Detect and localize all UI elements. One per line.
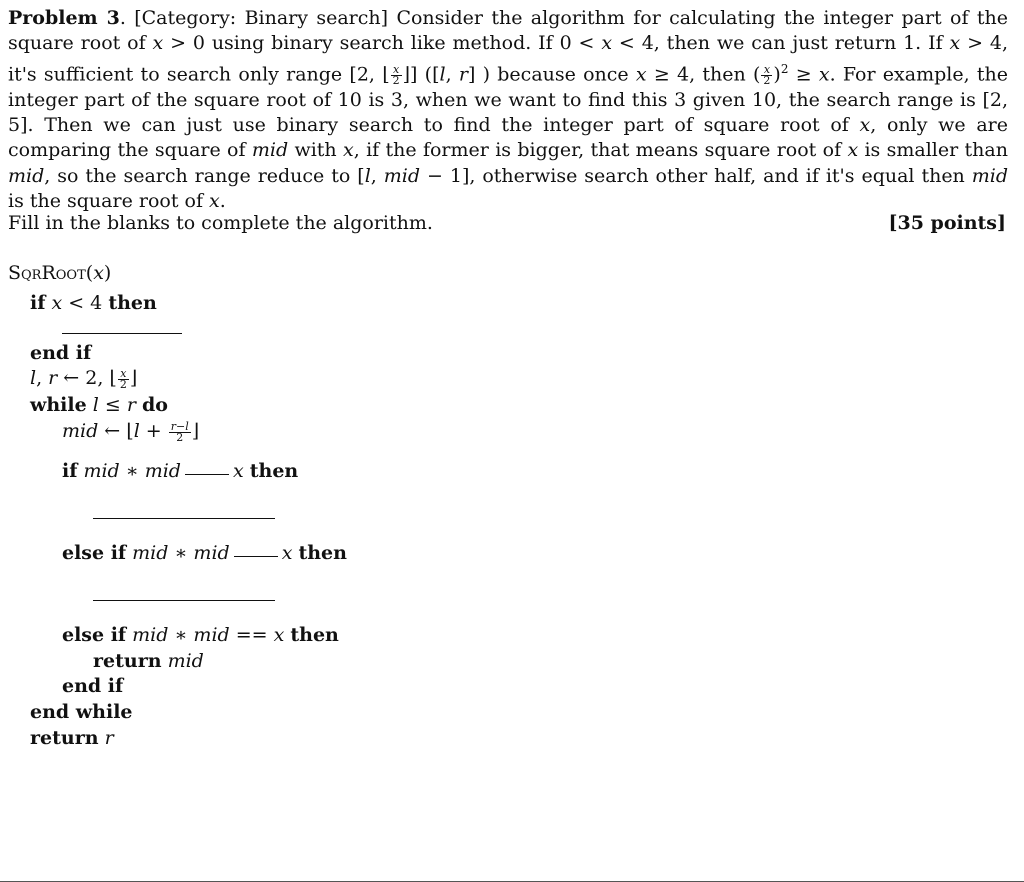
- blank-1[interactable]: [62, 333, 182, 334]
- algo-line-mid: mid ← ⌊l + $\frac{r-l}{2}$ ⌋: [62, 419, 200, 444]
- problem-label: Problem 3: [8, 7, 120, 29]
- fill-prompt: Fill in the blanks to complete the algorithm.: [8, 212, 433, 234]
- algo-line-end-if: end if: [30, 342, 92, 364]
- algo-line-init: l, r ← 2, ⌊ $\frac{x}{2}$ ⌋: [30, 366, 138, 391]
- algo-line-if: if x < 4 then: [30, 292, 157, 314]
- blank-2[interactable]: [185, 474, 229, 475]
- algo-line-while: while l ≤ r do: [30, 394, 168, 416]
- algo-line-end-if-inner: end if: [62, 675, 124, 697]
- points-label: [35 points]: [888, 212, 1006, 234]
- algo-line-if-mid: if mid ∗ mid x then: [62, 460, 299, 482]
- algo-line-return-mid: return mid: [93, 650, 204, 672]
- problem-category: [Category: Binary search]: [134, 7, 389, 29]
- algo-line-else-if-1: else if mid ∗ mid x then: [62, 542, 347, 564]
- problem-paragraph: Problem 3. [Category: Binary search] Consider the algorithm for calculating the integer part of the square root of x > 0 using binary search like method. If 0 < x < 4, then we can just return 1. If x > 4, it's sufficient to search only range [2, ⌊ $\frac{x}{2}$ ⌋] ([l, r] ) because once x ≥ 4, then ( $\frac{x}{2}$ )$^2$ ≥ x. For example, the integer part of the square root of 10 is 3, when we want to find this 3 given 10, the search range is [2, 5]. Then we can just use binary search to find the integer part of square root of x, only we are comparing the square of mid with x, if the former is bigger, that means square root of x is smaller than mid, so the search range reduce to [l, mid − 1], otherwise search other half, and if it's equal then mid is the square root of x.: [8, 7, 1009, 213]
- algorithm-signature: SqrRoot(x): [8, 262, 112, 284]
- blank-5[interactable]: [93, 600, 275, 601]
- blank-3[interactable]: [93, 518, 275, 519]
- algo-line-end-while: end while: [30, 701, 133, 723]
- algo-line-return-r: return r: [30, 727, 114, 749]
- algo-line-else-if-2: else if mid ∗ mid == x then: [62, 624, 339, 646]
- blank-4[interactable]: [234, 556, 278, 557]
